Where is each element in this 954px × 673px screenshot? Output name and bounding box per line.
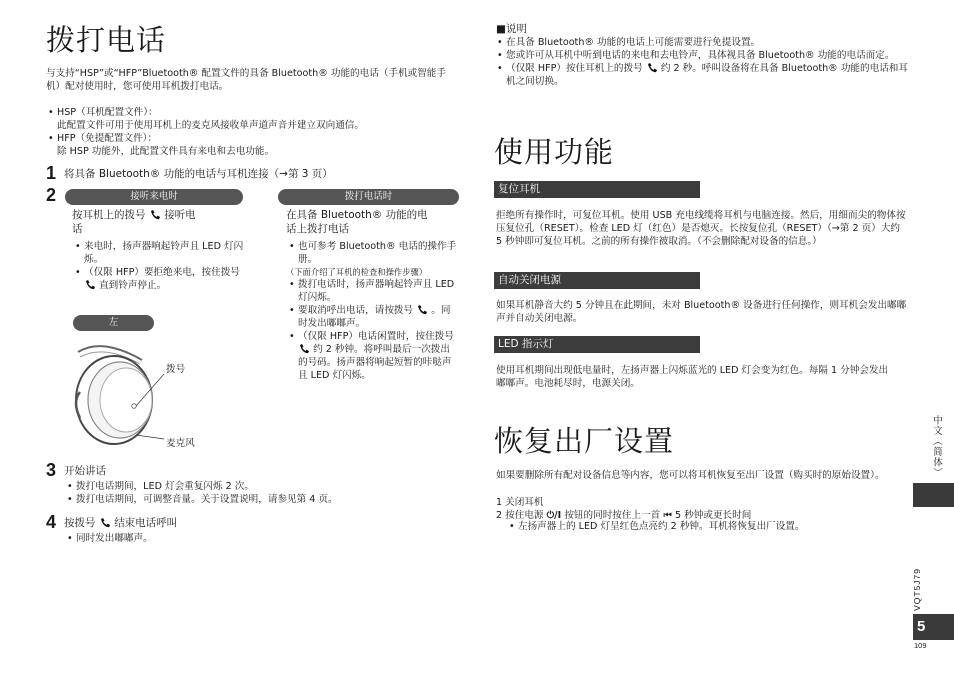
step-1-number: 1 <box>46 163 57 183</box>
profile-hsp-name: • HSP（耳机配置文件）： <box>57 106 457 119</box>
document-code: VQT5J79 <box>912 568 922 611</box>
phone-dial-icon <box>646 62 658 74</box>
auto-off-text: 如果耳机静音大约 5 分钟且在此期间，未对 Bluetooth® 设备进行任何操作，则耳机会发出嘟嘟声并自动关闭电源。 <box>496 300 907 324</box>
restore-step-2-c: 5 秒钟或更长时间 <box>675 510 752 521</box>
phone-dial-icon <box>149 209 161 221</box>
notes-list <box>506 36 908 88</box>
phone-dial-icon <box>298 343 310 355</box>
incoming-bullet-2 <box>84 266 246 292</box>
outgoing-title-line-2: 话上拨打电话 <box>286 223 349 235</box>
restore-step-2-b: 按钮的同时按住上一首 <box>564 510 661 521</box>
outgoing-bullet-3-b: 。同时发出嘟嘟声。 <box>298 305 451 329</box>
outgoing-bullet-3 <box>298 304 458 330</box>
restore-step-2-a: 2 按住电源 <box>496 510 544 521</box>
step-2-number: 2 <box>46 185 57 205</box>
step-3-number: 3 <box>46 460 57 480</box>
language-tab-block <box>913 483 954 507</box>
headphone-illustration <box>62 332 227 457</box>
restore-bullet-1: • 左扬声器上的 LED 灯呈红色点亮约 2 秒钟。耳机将恢复出厂设置。 <box>518 520 908 533</box>
incoming-title-part-b: 接听电 <box>164 209 196 221</box>
step-4-number: 4 <box>46 512 57 532</box>
profile-list <box>57 106 457 158</box>
outgoing-bullet-4-b: 约 2 秒钟。将呼叫最后一次拨出的号码。扬声器将响起短暂的咔哒声且 LED 灯闪烁。 <box>298 344 452 381</box>
incoming-title-part-a: 按耳机上的拨号 <box>72 209 146 221</box>
restore-step-1: 1 关闭耳机 <box>496 497 544 508</box>
incoming-call-header: 接听来电时 <box>65 189 243 205</box>
microphone-label: 麦克风 <box>166 438 195 449</box>
outgoing-bullet-4 <box>298 330 458 382</box>
incoming-bullet-2-end: 直到铃声停止。 <box>99 280 167 291</box>
phone-dial-icon <box>84 279 96 291</box>
note-1: • 在具备 Bluetooth® 功能的电话上可能需要进行免提设置。 <box>506 36 908 49</box>
incoming-bullet-2-text: （仅限 HFP）要拒绝来电，按住拨号 <box>84 267 240 278</box>
restore-bullets <box>518 520 908 533</box>
step-4-bullet-1: • 同时发出嘟嘟声。 <box>76 532 466 545</box>
section-title-use-functions: 使用功能 <box>494 135 615 169</box>
outgoing-bullet-1: • 也可参考 Bluetooth® 电话的操作手册。 <box>298 240 458 266</box>
page-sub-number: 109 <box>914 641 927 650</box>
notes-title: ■说明 <box>496 23 527 35</box>
profile-hsp-desc: 此配置文件可用于使用耳机上的麦克风接收单声道声音并建立双向通信。 <box>57 120 364 131</box>
reset-text: 拒绝所有操作时，可复位耳机。使用 USB 充电线缆将耳机与电脑连接。然后，用细而尖的物体按压复位孔（RESET）。检查 LED 灯（红色）是否熄灭。长按复位孔（RESET）（→第 2 页）大约 5 秒钟即可复位耳机。之前的所有操作被取消。（不会删除配对设备的信息。） <box>496 210 906 247</box>
step-4-text <box>64 515 177 530</box>
figure-side-label: 左 <box>73 315 154 331</box>
page-number-badge: 5 <box>913 614 954 640</box>
incoming-bullets <box>84 240 246 292</box>
power-icon: ⏻/I <box>546 510 562 521</box>
outgoing-bullet-4-a: （仅限 HFP）电话闲置时，按住拨号 <box>298 331 454 342</box>
step-4-bullets <box>76 532 466 545</box>
phone-dial-icon <box>416 304 428 316</box>
incoming-title-part-c: 话 <box>72 223 83 235</box>
led-header: LED 指示灯 <box>494 336 700 353</box>
step-3-bullet-2: • 拨打电话期间，可调整音量。关于设置说明，请参见第 4 页。 <box>76 493 466 506</box>
auto-off-header: 自动关闭电源 <box>494 272 700 289</box>
intro-text: 与支持“HSP”或“HFP”Bluetooth® 配置文件的具备 Bluetooth® 功能的电话（手机或智能手机）配对使用时，您可使用耳机拨打电话。 <box>46 68 446 92</box>
dial-button-label: 拨号 <box>166 364 186 375</box>
page-title-make-call: 拨打电话 <box>46 23 167 57</box>
note-3 <box>506 62 908 88</box>
step-3-bullet-1: • 拨打电话期间，LED 灯会重复闪烁 2 次。 <box>76 480 466 493</box>
note-2: • 您或许可从耳机中听到电话的来电和去电铃声，具体视具备 Bluetooth® 功能的电话而定。 <box>506 49 908 62</box>
outgoing-call-title <box>286 208 461 236</box>
outgoing-note: （下面介绍了耳机的检查和操作步骤） <box>286 267 428 277</box>
step-1-text: 将具备 Bluetooth® 功能的电话与耳机连接（→第 3 页） <box>64 168 333 180</box>
language-tab-label: 中文（简体） <box>931 415 942 478</box>
restore-step-2 <box>496 507 751 521</box>
outgoing-bullet-2: • 拨打电话时，扬声器响起铃声且 LED 灯闪烁。 <box>298 278 458 304</box>
phone-dial-icon <box>99 517 111 529</box>
step-4-text-b: 结束电话呼叫 <box>114 517 178 529</box>
outgoing-bullet-3-a: 要取消呼出电话，请按拨号 <box>298 305 414 316</box>
previous-track-icon: ⏮ <box>663 510 672 521</box>
outgoing-bullets <box>298 240 458 266</box>
step-4-text-a: 按拨号 <box>64 517 96 529</box>
led-text: 使用耳机期间出现低电量时，左扬声器上闪烁蓝光的 LED 灯会变为红色。每隔 1 分钟会发出嘟嘟声。电池耗尽时，电源关闭。 <box>496 365 889 389</box>
outgoing-title-line-1: 在具备 Bluetooth® 功能的电 <box>286 209 428 221</box>
reset-header: 复位耳机 <box>494 181 700 198</box>
profile-hfp-name: • HFP（免提配置文件）： <box>57 132 457 145</box>
section-title-factory-reset: 恢复出厂设置 <box>494 424 675 458</box>
profile-hfp-desc: 除 HSP 功能外，此配置文件具有来电和去电功能。 <box>57 146 275 157</box>
step-3-bullets <box>76 480 466 506</box>
outgoing-call-header: 拨打电话时 <box>278 189 459 205</box>
note-3-a: （仅限 HFP）按住耳机上的拨号 <box>506 63 643 74</box>
incoming-bullet-1: • 来电时，扬声器响起铃声且 LED 灯闪烁。 <box>84 240 246 266</box>
note-3-b: 约 2 秒。呼叫设备将在具备 Bluetooth® 功能的电话和耳机之间切换。 <box>506 63 908 87</box>
step-3-text: 开始讲话 <box>64 465 106 477</box>
restore-intro: 如果要删除所有配对设备信息等内容，您可以将耳机恢复至出厂设置（购买时的原始设置）。 <box>496 470 885 481</box>
incoming-call-title <box>72 208 247 236</box>
outgoing-bullets-2 <box>298 278 458 382</box>
